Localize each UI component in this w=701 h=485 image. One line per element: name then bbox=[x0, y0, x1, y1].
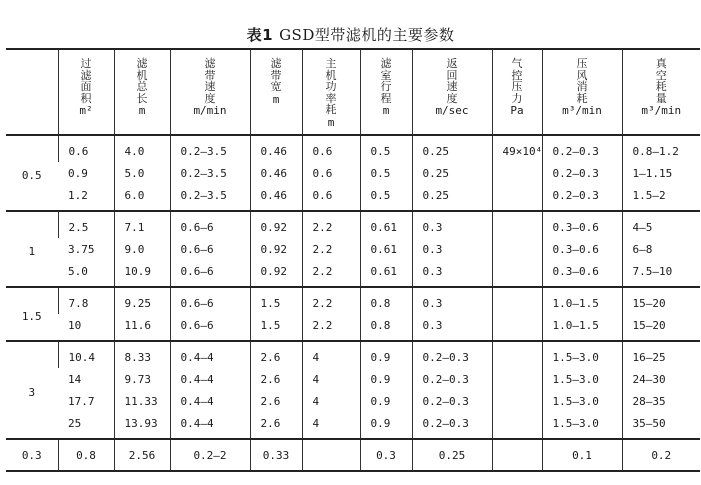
table-cell: 0.92 bbox=[250, 211, 302, 238]
table-row bbox=[6, 162, 700, 184]
column-header-label: 气 控 压 力 bbox=[511, 57, 523, 105]
table-cell: 0.3 bbox=[412, 211, 492, 238]
table-cell: 10.4 bbox=[58, 341, 114, 368]
column-header bbox=[58, 49, 114, 135]
table-cell: 0.8 bbox=[360, 314, 412, 341]
table-cell: 0.46 bbox=[250, 135, 302, 162]
table-cell: 0.3 bbox=[412, 314, 492, 341]
table-cell: 0.3—0.6 bbox=[542, 211, 622, 238]
column-header-unit: m³/min bbox=[562, 104, 602, 117]
column-header bbox=[250, 49, 302, 135]
width-group bbox=[6, 135, 700, 211]
table-cell: 2.2 bbox=[302, 260, 360, 287]
table-row bbox=[6, 135, 700, 162]
table-title-prefix: 表1 bbox=[246, 26, 274, 44]
table-cell: 0.9 bbox=[360, 368, 412, 390]
table-row bbox=[6, 439, 700, 471]
table-row bbox=[6, 260, 700, 287]
table-cell: 0.2—3.5 bbox=[170, 162, 250, 184]
table-cell: 1.5—2 bbox=[622, 184, 700, 211]
table-cell: 25 bbox=[68, 416, 82, 430]
column-header-label: 压 风 消 耗 bbox=[576, 57, 588, 105]
table-cell: 0.2—3.5 bbox=[170, 135, 250, 162]
column-header bbox=[492, 49, 542, 135]
table-cell: 2.6 bbox=[250, 390, 302, 412]
column-header-label: 滤 带 速 度 bbox=[204, 57, 216, 105]
table-cell: 2.56 bbox=[114, 439, 170, 471]
table-cell: 0.61 bbox=[360, 211, 412, 238]
table-cell: 0.2—2 bbox=[170, 439, 250, 471]
column-header-label: 真 空 耗 量 bbox=[655, 57, 667, 105]
table-cell: 15—20 bbox=[622, 287, 700, 314]
table-cell: 1.0—1.5 bbox=[542, 287, 622, 314]
table-cell: 1.5—3.0 bbox=[542, 341, 622, 368]
column-header-unit: m bbox=[327, 115, 335, 129]
header-row bbox=[6, 49, 700, 135]
width-group bbox=[6, 341, 700, 439]
table-row bbox=[6, 368, 700, 390]
table-cell bbox=[492, 439, 542, 471]
table-cell: 0.25 bbox=[412, 184, 492, 211]
table-cell: 0.25 bbox=[412, 439, 492, 471]
table-row bbox=[6, 314, 700, 341]
table-cell: 1.5—3.0 bbox=[542, 368, 622, 390]
table-cell: 0.6 bbox=[302, 162, 360, 184]
table-title-text: GSD型带滤机的主要参数 bbox=[279, 26, 455, 44]
column-header-label: 过 滤 面 积 bbox=[80, 57, 92, 105]
table-cell: 2.2 bbox=[302, 238, 360, 260]
table-cell: 2.5 bbox=[58, 211, 114, 238]
table-cell: 9.25 bbox=[114, 287, 170, 314]
column-header bbox=[360, 49, 412, 135]
table-row bbox=[6, 287, 700, 314]
table-cell bbox=[492, 314, 542, 341]
table-cell: 0.9 bbox=[360, 412, 412, 439]
table-cell: 0.3—0.6 bbox=[542, 260, 622, 287]
group-width-cell: 0.3 bbox=[21, 448, 42, 462]
column-header bbox=[170, 49, 250, 135]
table-cell: 0.92 bbox=[250, 238, 302, 260]
table-row bbox=[6, 412, 700, 439]
table-cell: 7.5—10 bbox=[622, 260, 700, 287]
table-cell: 2.2 bbox=[302, 287, 360, 314]
table-cell: 0.2—0.3 bbox=[412, 341, 492, 368]
table-cell: 0.4—4 bbox=[170, 341, 250, 368]
table-cell: 0.2—0.3 bbox=[412, 412, 492, 439]
table-cell bbox=[492, 412, 542, 439]
table-cell: 35—50 bbox=[622, 412, 700, 439]
column-header-unit: m bbox=[138, 104, 146, 117]
column-header bbox=[622, 49, 700, 135]
table-cell: 7.1 bbox=[114, 211, 170, 238]
column-header-unit: m bbox=[382, 104, 390, 117]
column-header-unit: m² bbox=[79, 104, 93, 117]
table-cell: 1.5 bbox=[250, 314, 302, 341]
column-header-unit: Pa bbox=[510, 104, 524, 117]
group-width-cell: 3 bbox=[28, 385, 36, 399]
width-group bbox=[6, 287, 700, 341]
table-cell: 0.4—4 bbox=[170, 412, 250, 439]
table-cell: 4.0 bbox=[114, 135, 170, 162]
table-cell: 0.8 bbox=[58, 439, 114, 471]
table-cell: 4 bbox=[302, 412, 360, 439]
table-cell: 0.25 bbox=[412, 135, 492, 162]
table-cell: 4 bbox=[302, 341, 360, 368]
group-width-cell: 0.5 bbox=[21, 168, 42, 182]
column-header bbox=[302, 49, 360, 135]
table-cell: 6—8 bbox=[622, 238, 700, 260]
width-group bbox=[6, 439, 700, 471]
column-header-label: 主 机 功 率 耗 bbox=[325, 57, 337, 116]
table-cell: 9.73 bbox=[114, 368, 170, 390]
table-title bbox=[0, 24, 701, 45]
table-cell: 2.2 bbox=[302, 314, 360, 341]
table-cell: 4 bbox=[302, 368, 360, 390]
column-header-unit: m³/min bbox=[641, 104, 682, 117]
table-cell: 2.6 bbox=[250, 341, 302, 368]
table-cell: 1—1.15 bbox=[622, 162, 700, 184]
column-header-unit: m/sec bbox=[435, 104, 469, 117]
column-header-unit: m bbox=[272, 92, 280, 106]
table-cell: 0.9 bbox=[68, 166, 88, 180]
table-cell: 2.6 bbox=[250, 368, 302, 390]
table-cell: 4 bbox=[302, 390, 360, 412]
column-header-label: 滤 机 总 长 bbox=[136, 57, 148, 105]
table-cell: 6.0 bbox=[114, 184, 170, 211]
table-cell: 0.2 bbox=[622, 439, 700, 471]
parameter-table bbox=[6, 48, 700, 472]
table-cell: 0.1 bbox=[542, 439, 622, 471]
table-cell: 1.5 bbox=[250, 287, 302, 314]
table-cell: 0.61 bbox=[360, 238, 412, 260]
table-cell: 0.8—1.2 bbox=[622, 135, 700, 162]
table-cell: 0.46 bbox=[250, 162, 302, 184]
table-cell: 1.5—3.0 bbox=[542, 412, 622, 439]
table-cell: 1.0—1.5 bbox=[542, 314, 622, 341]
table-cell: 0.6—6 bbox=[170, 287, 250, 314]
table-cell: 24—30 bbox=[622, 368, 700, 390]
table-row bbox=[6, 184, 700, 211]
table-cell: 0.6 bbox=[58, 135, 114, 162]
table-row bbox=[6, 238, 700, 260]
table-cell: 10 bbox=[68, 318, 82, 332]
table-cell: 7.8 bbox=[58, 287, 114, 314]
table-cell: 13.93 bbox=[114, 412, 170, 439]
table-cell: 0.2—0.3 bbox=[412, 390, 492, 412]
table-row bbox=[6, 211, 700, 238]
column-header-label: 滤 带 宽 bbox=[270, 57, 282, 93]
table-cell: 49×10⁴ bbox=[492, 135, 542, 162]
table-cell bbox=[492, 341, 542, 368]
table-cell: 0.6—6 bbox=[170, 314, 250, 341]
table-cell: 0.2—0.3 bbox=[542, 162, 622, 184]
column-header bbox=[412, 49, 492, 135]
width-group bbox=[6, 211, 700, 287]
table-cell: 0.9 bbox=[360, 390, 412, 412]
table-cell: 0.2—0.3 bbox=[542, 135, 622, 162]
table-cell: 9.0 bbox=[114, 238, 170, 260]
table-cell: 0.8 bbox=[360, 287, 412, 314]
table-cell: 11.33 bbox=[114, 390, 170, 412]
table-cell: 0.46 bbox=[250, 184, 302, 211]
table-row bbox=[6, 341, 700, 368]
table-cell: 0.5 bbox=[360, 184, 412, 211]
table-cell: 0.3 bbox=[360, 439, 412, 471]
table-cell: 0.92 bbox=[250, 260, 302, 287]
column-header-label: 滤 室 行 程 bbox=[380, 57, 392, 105]
table-cell bbox=[492, 390, 542, 412]
table-cell: 15—20 bbox=[622, 314, 700, 341]
table-cell: 0.9 bbox=[360, 341, 412, 368]
table-cell: 0.3—0.6 bbox=[542, 238, 622, 260]
table-cell bbox=[492, 211, 542, 238]
table-cell: 0.25 bbox=[412, 162, 492, 184]
table-cell: 16—25 bbox=[622, 341, 700, 368]
column-header bbox=[6, 49, 58, 135]
table-cell bbox=[492, 184, 542, 211]
table-cell: 0.6—6 bbox=[170, 260, 250, 287]
table-cell: 0.4—4 bbox=[170, 390, 250, 412]
table-cell: 8.33 bbox=[114, 341, 170, 368]
table-cell bbox=[492, 260, 542, 287]
table-cell: 2.2 bbox=[302, 211, 360, 238]
table-cell: 0.6 bbox=[302, 184, 360, 211]
table-cell: 0.4—4 bbox=[170, 368, 250, 390]
table-cell: 14 bbox=[68, 372, 82, 386]
table-cell: 0.33 bbox=[250, 439, 302, 471]
table-cell: 0.5 bbox=[360, 135, 412, 162]
table-cell: 11.6 bbox=[114, 314, 170, 341]
group-width-cell: 1.5 bbox=[21, 309, 42, 323]
table-cell bbox=[492, 287, 542, 314]
table-cell: 10.9 bbox=[114, 260, 170, 287]
table-cell: 0.3 bbox=[412, 260, 492, 287]
table-cell: 17.7 bbox=[68, 394, 95, 408]
table-cell: 0.61 bbox=[360, 260, 412, 287]
table-cell: 28—35 bbox=[622, 390, 700, 412]
table-cell: 5.0 bbox=[68, 264, 88, 278]
column-header-label: 返 回 速 度 bbox=[446, 57, 458, 105]
table-cell: 0.3 bbox=[412, 238, 492, 260]
table-cell: 0.3 bbox=[412, 287, 492, 314]
table-row bbox=[6, 390, 700, 412]
table-cell bbox=[492, 238, 542, 260]
table-cell: 5.0 bbox=[114, 162, 170, 184]
table-cell: 0.6—6 bbox=[170, 238, 250, 260]
table-cell: 4—5 bbox=[622, 211, 700, 238]
table-cell: 0.2—0.3 bbox=[412, 368, 492, 390]
table-cell: 2.6 bbox=[250, 412, 302, 439]
column-header bbox=[542, 49, 622, 135]
table-cell: 0.6 bbox=[302, 135, 360, 162]
table-cell bbox=[492, 162, 542, 184]
column-header-unit: m/min bbox=[193, 104, 227, 117]
table-cell: 3.75 bbox=[68, 242, 95, 256]
table-cell: 0.5 bbox=[360, 162, 412, 184]
table-cell: 0.2—0.3 bbox=[542, 184, 622, 211]
table-cell: 0.2—3.5 bbox=[170, 184, 250, 211]
table-cell: 1.2 bbox=[68, 188, 88, 202]
table-cell: 0.6—6 bbox=[170, 211, 250, 238]
table-cell bbox=[302, 439, 360, 471]
table-cell: 1.5—3.0 bbox=[542, 390, 622, 412]
group-width-cell: 1 bbox=[28, 244, 36, 258]
column-header bbox=[114, 49, 170, 135]
table-cell bbox=[492, 368, 542, 390]
